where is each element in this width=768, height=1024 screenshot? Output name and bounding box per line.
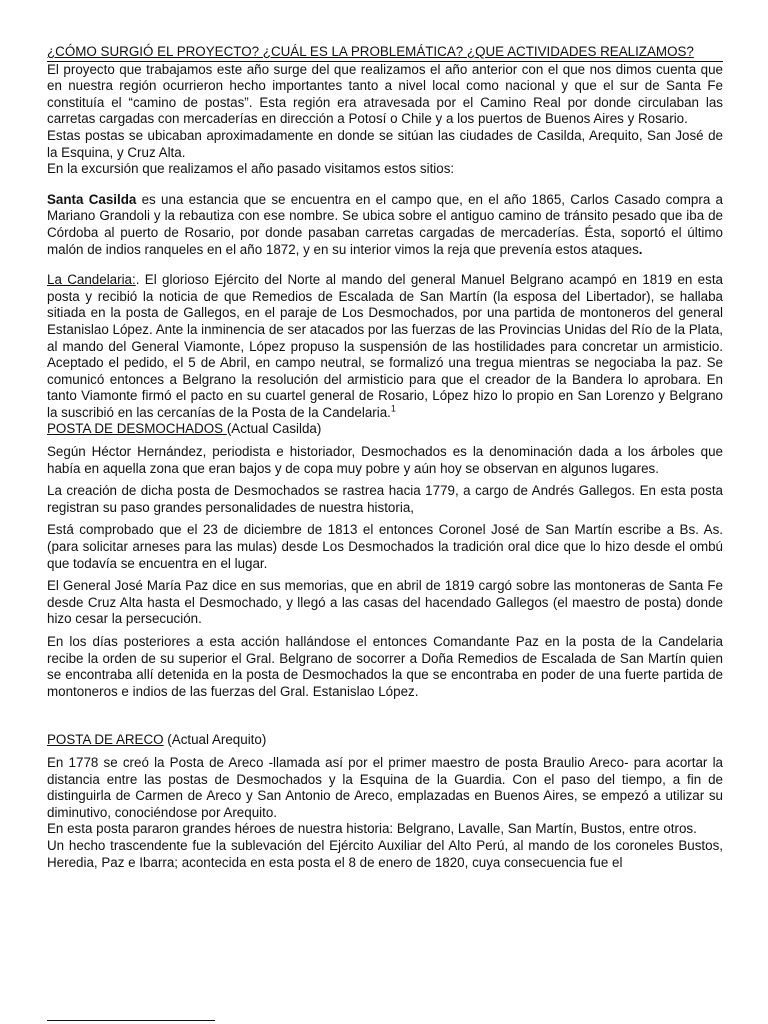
areco-paragraph-3: Un hecho trascendente fue la sublevación del Ejército Auxiliar del Alto Perú, al mando de los coroneles Bustos, Heredia, Paz e Ibarra; acontecida en esta posta el 8 de enero de 1820, cuya consecuencia fue el <box>47 837 723 870</box>
document-page <box>47 44 723 871</box>
desmochados-heading <box>47 421 723 438</box>
heading-rule <box>47 44 723 62</box>
areco-paragraph-1: En 1778 se creó la Posta de Areco -llamada así por el primer maestro de posta Braulio Areco- para acortar la distancia entre las postas de Desmochados y la Esquina de la Guardia. Con el paso del tiempo, a fin de distinguirla de Carmen de Areco y San Antonio de Areco, emplazadas en Buenos Aires, se empezó a utilizar su diminutivo, conociéndose por Arequito. <box>47 754 723 820</box>
intro-paragraph-2: Estas postas se ubicaban aproximadamente en donde se sitúan las ciudades de Casilda, Arequito, San José de la Esquina, y Cruz Alta. <box>47 127 723 160</box>
desmochados-paragraph-2: La creación de dicha posta de Desmochados se rastrea hacia 1779, a cargo de Andrés Gallegos. En esta posta registran su paso grandes personalidades de nuestra historia, <box>47 483 723 515</box>
candelaria-label: La Candelaria: <box>47 272 136 288</box>
desmochados-heading-suffix: (Actual Casilda) <box>226 421 322 437</box>
desmochados-paragraph-4: El General José María Paz dice en sus memorias, que en abril de 1819 cargó sobre las montoneras de Santa Fe desde Cruz Alta hasta el Desmochado, y llegó a las casas del hacendado Gallegos (el maestro de posta) donde hizo cesar la persecución. <box>47 578 723 627</box>
candelaria-text: . El glorioso Ejército del Norte al mando del general Manuel Belgrano acampó en 1819 en esta posta y recibió la noticia de que Remedios de Escalada de San Martín (la esposa del Libertador), se hallaba sitiada en la posta de Gallegos, en el paraje de Los Desmochados, por una partida de montoneros del general Estanislao López. Ante la inminencia de ser atacados por las fuerzas de las Provincias Unidas del Río de la Plata, al mando del General Viamonte, López propuso la suspensión de las hostilidades para concretar un armisticio. Aceptado el pedido, el 5 de Abril, en campo neutral, se formalizó una tregua mientras se negociaba la paz. Se comunicó entonces a Belgrano la resolución del armisticio para que el creador de la Bandera lo aprobara. En tanto Viamonte firmó el pacto en su cuartel general de Rosario, López hizo lo propio en San Lorenzo y Belgrano la suscribió en las cercanías de la Posta de la Candelaria. <box>47 272 723 420</box>
desmochados-paragraph-5: En los días posteriores a esta acción hallándose el entonces Comandante Paz en la posta de la Candelaria recibe la orden de su superior el Gral. Belgrano de socorrer a Doña Remedios de Escalada de San Martín quien se encontraba allí detenida en la posta de Desmochados la que se encontraba en poder de una fuerte partida de montoneros e indios de las fuerzas del Gral. Estanislao López. <box>47 634 723 699</box>
areco-paragraph-2: En esta posta pararon grandes héroes de nuestra historia: Belgrano, Lavalle, San Martín, Bustos, entre otros. <box>47 821 697 837</box>
areco-heading <box>47 732 723 749</box>
santa-casilda-text: es una estancia que se encuentra en el campo que, en el año 1865, Carlos Casado compra a Mariano Grandoli y la rebautiza con ese nombre. Se ubica sobre el antiguo camino de tránsito pesado que iba de Córdoba al puerto de Rosario, por donde pasaban carretas cargadas de mercaderías. Ésta, soportó el último malón de indios ranqueles en el año 1872, y en su interior vimos la reja que prevenía estos ataques <box>47 191 723 257</box>
santa-casilda-name: Santa Casilda <box>47 191 137 207</box>
areco-heading-suffix: (Actual Arequito) <box>163 732 267 748</box>
page-heading: ¿CÓMO SURGIÓ EL PROYECTO? ¿CUÁL ES LA PROBLEMÁTICA? ¿QUE ACTIVIDADES REALIZAMOS? <box>47 44 694 59</box>
santa-casilda-paragraph <box>47 192 723 258</box>
intro-paragraph-1: El proyecto que trabajamos este año surge del que realizamos el año anterior con el que nos dimos cuenta que en nuestra región ocurrieron hecho importantes tanto a nivel local como nacional y que el sur de Santa Fe constituía el “camino de postas”. Esta región era atravesada por el Camino Real por donde circulaban las carretas cargadas con mercaderías en dirección a Potosí o Chile y a los puertos de Buenos Aires y Rosario. <box>47 61 723 127</box>
desmochados-paragraph-3: Está comprobado que el 23 de diciembre de 1813 el entonces Coronel José de San Martín escribe a Bs. As. (para solicitar arneses para las mulas) desde Los Desmochados la tradición oral dice que lo hizo desde el ombú que todavía se encuentra en el lugar. <box>47 522 723 571</box>
footnote-separator <box>47 1020 215 1021</box>
santa-casilda-end: . <box>638 241 643 257</box>
desmochados-heading-title: POSTA DE DESMOCHADOS <box>47 421 227 437</box>
footnote-reference[interactable]: 1 <box>390 403 396 414</box>
intro-paragraph-3: En la excursión que realizamos el año pasado visitamos estos sitios: <box>47 161 455 177</box>
areco-heading-title: POSTA DE ARECO <box>47 732 164 748</box>
candelaria-paragraph <box>47 272 723 421</box>
desmochados-paragraph-1: Según Héctor Hernández, periodista e historiador, Desmochados es la denominación dada a los árboles que había en aquella zona que eran bajos y de copa muy pobre y aún hoy se observan en algunos lugares. <box>47 444 723 476</box>
